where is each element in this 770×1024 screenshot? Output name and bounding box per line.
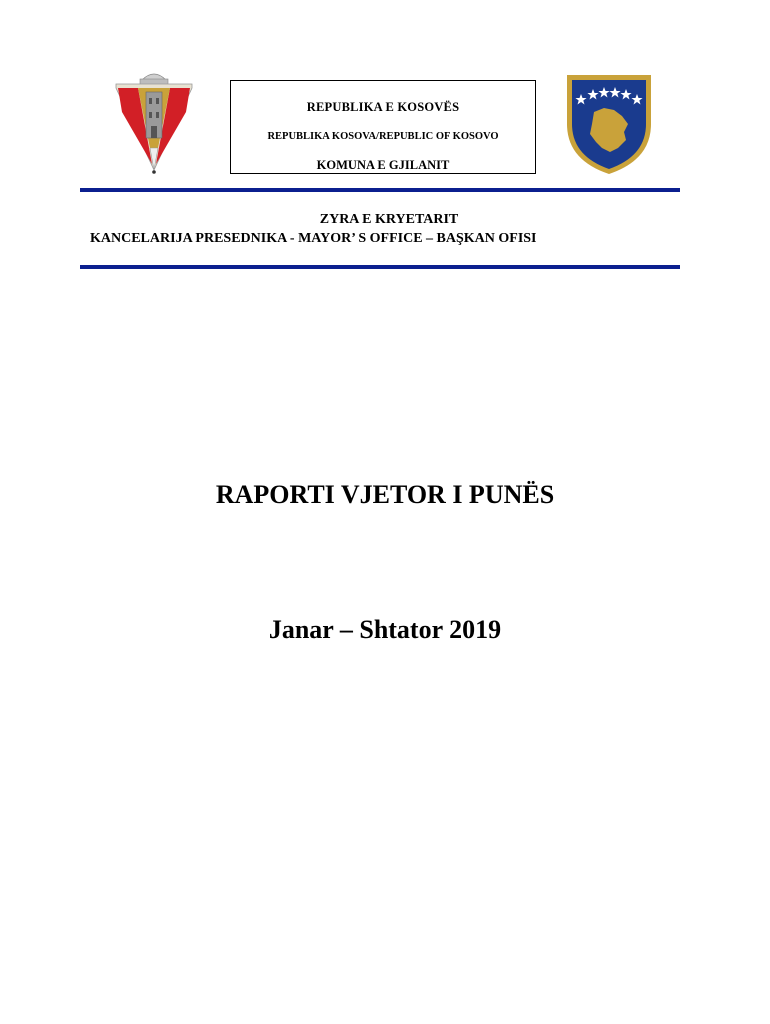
header-divider-top bbox=[80, 188, 680, 192]
kosovo-coat-of-arms-icon bbox=[564, 72, 654, 176]
office-name-albanian: ZYRA E KRYETARIT bbox=[319, 212, 459, 227]
office-name-multilingual: KANCELARIJA PRESEDNIKA - MAYOR’ S OFFICE – BAŞKAN OFISI bbox=[90, 231, 537, 246]
document-title: RAPORTI VJETOR I PUNËS bbox=[215, 480, 555, 509]
republic-name-serbian-english: REPUBLIKA KOSOVA/REPUBLIC OF KOSOVO bbox=[267, 131, 499, 142]
gjilan-municipality-emblem-icon bbox=[112, 68, 196, 176]
municipality-name: KOMUNA E GJILANIT bbox=[316, 158, 450, 172]
republic-name-albanian: REPUBLIKA E KOSOVËS bbox=[306, 100, 460, 114]
header-box bbox=[230, 80, 536, 174]
document-period: Janar – Shtator 2019 bbox=[268, 615, 502, 644]
header-divider-bottom bbox=[80, 265, 680, 269]
